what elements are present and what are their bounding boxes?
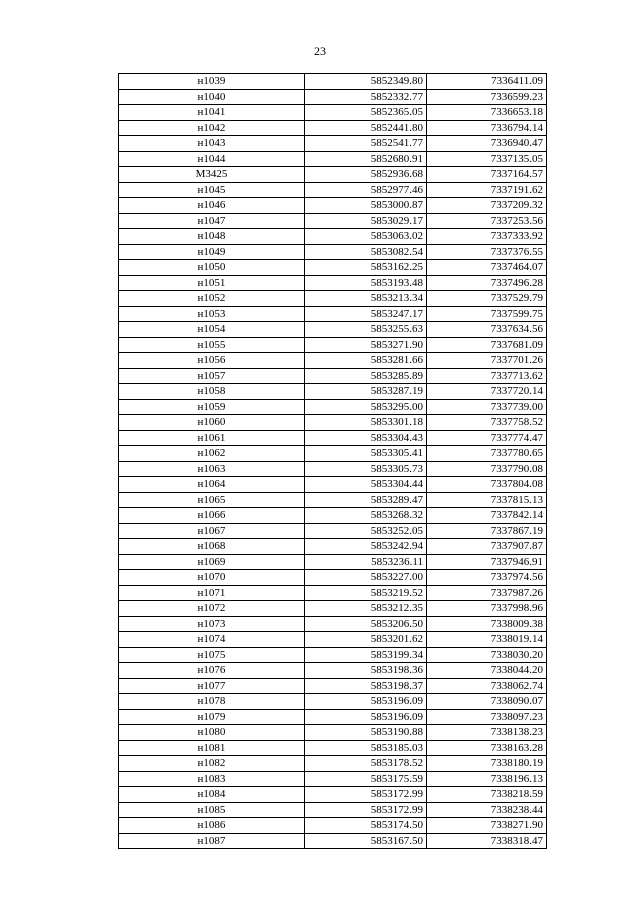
x-coordinate-cell: 5853029.17 bbox=[305, 213, 427, 229]
y-coordinate-cell: 7337209.32 bbox=[427, 198, 547, 214]
x-coordinate-cell: 5853190.88 bbox=[305, 725, 427, 741]
table-row bbox=[119, 492, 547, 508]
table-row bbox=[119, 260, 547, 276]
table-row bbox=[119, 136, 547, 152]
x-coordinate-cell: 5853206.50 bbox=[305, 616, 427, 632]
y-coordinate-cell: 7337135.05 bbox=[427, 151, 547, 167]
x-coordinate-cell: 5853227.00 bbox=[305, 570, 427, 586]
table-row bbox=[119, 291, 547, 307]
table-row bbox=[119, 151, 547, 167]
x-coordinate-cell: 5853201.62 bbox=[305, 632, 427, 648]
x-coordinate-cell: 5853185.03 bbox=[305, 740, 427, 756]
y-coordinate-cell: 7337842.14 bbox=[427, 508, 547, 524]
x-coordinate-cell: 5853281.66 bbox=[305, 353, 427, 369]
table-row bbox=[119, 570, 547, 586]
x-coordinate-cell: 5853236.11 bbox=[305, 554, 427, 570]
point-id-cell: н1040 bbox=[119, 89, 305, 105]
y-coordinate-cell: 7337867.19 bbox=[427, 523, 547, 539]
y-coordinate-cell: 7338163.28 bbox=[427, 740, 547, 756]
y-coordinate-cell: 7338138.23 bbox=[427, 725, 547, 741]
y-coordinate-cell: 7337496.28 bbox=[427, 275, 547, 291]
point-id-cell: н1059 bbox=[119, 399, 305, 415]
table-row bbox=[119, 601, 547, 617]
x-coordinate-cell: 5853301.18 bbox=[305, 415, 427, 431]
y-coordinate-cell: 7337599.75 bbox=[427, 306, 547, 322]
point-id-cell: н1064 bbox=[119, 477, 305, 493]
y-coordinate-cell: 7338062.74 bbox=[427, 678, 547, 694]
x-coordinate-cell: 5852365.05 bbox=[305, 105, 427, 121]
x-coordinate-cell: 5853196.09 bbox=[305, 694, 427, 710]
table-row bbox=[119, 678, 547, 694]
table-row bbox=[119, 554, 547, 570]
x-coordinate-cell: 5853289.47 bbox=[305, 492, 427, 508]
point-id-cell: н1079 bbox=[119, 709, 305, 725]
x-coordinate-cell: 5853193.48 bbox=[305, 275, 427, 291]
table-row bbox=[119, 74, 547, 90]
table-row bbox=[119, 275, 547, 291]
table-row bbox=[119, 461, 547, 477]
point-id-cell: н1069 bbox=[119, 554, 305, 570]
y-coordinate-cell: 7336653.18 bbox=[427, 105, 547, 121]
x-coordinate-cell: 5853252.05 bbox=[305, 523, 427, 539]
x-coordinate-cell: 5853242.94 bbox=[305, 539, 427, 555]
y-coordinate-cell: 7338318.47 bbox=[427, 833, 547, 849]
point-id-cell: н1060 bbox=[119, 415, 305, 431]
point-id-cell: н1076 bbox=[119, 663, 305, 679]
table-row bbox=[119, 694, 547, 710]
table-row bbox=[119, 539, 547, 555]
x-coordinate-cell: 5853178.52 bbox=[305, 756, 427, 772]
y-coordinate-cell: 7337376.55 bbox=[427, 244, 547, 260]
table-row bbox=[119, 198, 547, 214]
x-coordinate-cell: 5852936.68 bbox=[305, 167, 427, 183]
table-row bbox=[119, 523, 547, 539]
y-coordinate-cell: 7337946.91 bbox=[427, 554, 547, 570]
y-coordinate-cell: 7337790.08 bbox=[427, 461, 547, 477]
y-coordinate-cell: 7337191.62 bbox=[427, 182, 547, 198]
point-id-cell: М3425 bbox=[119, 167, 305, 183]
point-id-cell: н1082 bbox=[119, 756, 305, 772]
y-coordinate-cell: 7337739.00 bbox=[427, 399, 547, 415]
table-row bbox=[119, 756, 547, 772]
x-coordinate-cell: 5853247.17 bbox=[305, 306, 427, 322]
table-row bbox=[119, 818, 547, 834]
x-coordinate-cell: 5852332.77 bbox=[305, 89, 427, 105]
x-coordinate-cell: 5852441.80 bbox=[305, 120, 427, 136]
point-id-cell: н1053 bbox=[119, 306, 305, 322]
x-coordinate-cell: 5853198.37 bbox=[305, 678, 427, 694]
point-id-cell: н1041 bbox=[119, 105, 305, 121]
x-coordinate-cell: 5852680.91 bbox=[305, 151, 427, 167]
point-id-cell: н1047 bbox=[119, 213, 305, 229]
y-coordinate-cell: 7337701.26 bbox=[427, 353, 547, 369]
point-id-cell: н1081 bbox=[119, 740, 305, 756]
table-row bbox=[119, 182, 547, 198]
x-coordinate-cell: 5853305.41 bbox=[305, 446, 427, 462]
x-coordinate-cell: 5853174.50 bbox=[305, 818, 427, 834]
point-id-cell: н1046 bbox=[119, 198, 305, 214]
point-id-cell: н1084 bbox=[119, 787, 305, 803]
y-coordinate-cell: 7337333.92 bbox=[427, 229, 547, 245]
table-row bbox=[119, 663, 547, 679]
table-row bbox=[119, 167, 547, 183]
x-coordinate-cell: 5853175.59 bbox=[305, 771, 427, 787]
table-row bbox=[119, 802, 547, 818]
x-coordinate-cell: 5853295.00 bbox=[305, 399, 427, 415]
table-row bbox=[119, 740, 547, 756]
point-id-cell: н1070 bbox=[119, 570, 305, 586]
x-coordinate-cell: 5853212.35 bbox=[305, 601, 427, 617]
table-row bbox=[119, 508, 547, 524]
table-row bbox=[119, 477, 547, 493]
x-coordinate-cell: 5852977.46 bbox=[305, 182, 427, 198]
x-coordinate-cell: 5853172.99 bbox=[305, 787, 427, 803]
x-coordinate-cell: 5853268.32 bbox=[305, 508, 427, 524]
table-row bbox=[119, 415, 547, 431]
y-coordinate-cell: 7337804.08 bbox=[427, 477, 547, 493]
x-coordinate-cell: 5853285.89 bbox=[305, 368, 427, 384]
point-id-cell: н1044 bbox=[119, 151, 305, 167]
y-coordinate-cell: 7337998.96 bbox=[427, 601, 547, 617]
y-coordinate-cell: 7337815.13 bbox=[427, 492, 547, 508]
x-coordinate-cell: 5853162.25 bbox=[305, 260, 427, 276]
point-id-cell: н1066 bbox=[119, 508, 305, 524]
x-coordinate-cell: 5853199.34 bbox=[305, 647, 427, 663]
x-coordinate-cell: 5853255.63 bbox=[305, 322, 427, 338]
point-id-cell: н1077 bbox=[119, 678, 305, 694]
x-coordinate-cell: 5853304.44 bbox=[305, 477, 427, 493]
point-id-cell: н1086 bbox=[119, 818, 305, 834]
table-row bbox=[119, 322, 547, 338]
point-id-cell: н1039 bbox=[119, 74, 305, 90]
point-id-cell: н1068 bbox=[119, 539, 305, 555]
point-id-cell: н1065 bbox=[119, 492, 305, 508]
coordinates-table-body bbox=[119, 74, 547, 849]
x-coordinate-cell: 5853198.36 bbox=[305, 663, 427, 679]
table-row bbox=[119, 787, 547, 803]
table-row bbox=[119, 337, 547, 353]
table-row bbox=[119, 306, 547, 322]
table-row bbox=[119, 430, 547, 446]
y-coordinate-cell: 7336940.47 bbox=[427, 136, 547, 152]
point-id-cell: н1048 bbox=[119, 229, 305, 245]
y-coordinate-cell: 7338019.14 bbox=[427, 632, 547, 648]
y-coordinate-cell: 7337464.07 bbox=[427, 260, 547, 276]
table-row bbox=[119, 384, 547, 400]
y-coordinate-cell: 7338097.23 bbox=[427, 709, 547, 725]
x-coordinate-cell: 5853271.90 bbox=[305, 337, 427, 353]
x-coordinate-cell: 5853287.19 bbox=[305, 384, 427, 400]
table-row bbox=[119, 105, 547, 121]
point-id-cell: н1045 bbox=[119, 182, 305, 198]
x-coordinate-cell: 5853172.99 bbox=[305, 802, 427, 818]
y-coordinate-cell: 7336411.09 bbox=[427, 74, 547, 90]
y-coordinate-cell: 7337720.14 bbox=[427, 384, 547, 400]
y-coordinate-cell: 7336599.23 bbox=[427, 89, 547, 105]
point-id-cell: н1063 bbox=[119, 461, 305, 477]
coordinates-table bbox=[118, 73, 547, 849]
x-coordinate-cell: 5853082.54 bbox=[305, 244, 427, 260]
table-row bbox=[119, 368, 547, 384]
table-row bbox=[119, 833, 547, 849]
table-row bbox=[119, 647, 547, 663]
page-number: 23 bbox=[314, 44, 326, 58]
point-id-cell: н1043 bbox=[119, 136, 305, 152]
table-row bbox=[119, 229, 547, 245]
point-id-cell: н1074 bbox=[119, 632, 305, 648]
point-id-cell: н1083 bbox=[119, 771, 305, 787]
y-coordinate-cell: 7337253.56 bbox=[427, 213, 547, 229]
table-row bbox=[119, 353, 547, 369]
y-coordinate-cell: 7337713.62 bbox=[427, 368, 547, 384]
point-id-cell: н1054 bbox=[119, 322, 305, 338]
y-coordinate-cell: 7338271.90 bbox=[427, 818, 547, 834]
point-id-cell: н1050 bbox=[119, 260, 305, 276]
x-coordinate-cell: 5853063.02 bbox=[305, 229, 427, 245]
point-id-cell: н1085 bbox=[119, 802, 305, 818]
x-coordinate-cell: 5853219.52 bbox=[305, 585, 427, 601]
y-coordinate-cell: 7338009.38 bbox=[427, 616, 547, 632]
y-coordinate-cell: 7337529.79 bbox=[427, 291, 547, 307]
table-row bbox=[119, 709, 547, 725]
table-row bbox=[119, 585, 547, 601]
point-id-cell: н1062 bbox=[119, 446, 305, 462]
point-id-cell: н1055 bbox=[119, 337, 305, 353]
table-row bbox=[119, 771, 547, 787]
y-coordinate-cell: 7336794.14 bbox=[427, 120, 547, 136]
point-id-cell: н1087 bbox=[119, 833, 305, 849]
table-row bbox=[119, 89, 547, 105]
y-coordinate-cell: 7337164.57 bbox=[427, 167, 547, 183]
x-coordinate-cell: 5853213.34 bbox=[305, 291, 427, 307]
point-id-cell: н1072 bbox=[119, 601, 305, 617]
y-coordinate-cell: 7338090.07 bbox=[427, 694, 547, 710]
y-coordinate-cell: 7337987.26 bbox=[427, 585, 547, 601]
point-id-cell: н1058 bbox=[119, 384, 305, 400]
table-row bbox=[119, 725, 547, 741]
y-coordinate-cell: 7337774.47 bbox=[427, 430, 547, 446]
x-coordinate-cell: 5853167.50 bbox=[305, 833, 427, 849]
y-coordinate-cell: 7338180.19 bbox=[427, 756, 547, 772]
point-id-cell: н1075 bbox=[119, 647, 305, 663]
y-coordinate-cell: 7337780.65 bbox=[427, 446, 547, 462]
point-id-cell: н1057 bbox=[119, 368, 305, 384]
table-row bbox=[119, 632, 547, 648]
table-row bbox=[119, 399, 547, 415]
point-id-cell: н1078 bbox=[119, 694, 305, 710]
x-coordinate-cell: 5853305.73 bbox=[305, 461, 427, 477]
x-coordinate-cell: 5853000.87 bbox=[305, 198, 427, 214]
point-id-cell: н1073 bbox=[119, 616, 305, 632]
point-id-cell: н1042 bbox=[119, 120, 305, 136]
x-coordinate-cell: 5852349.80 bbox=[305, 74, 427, 90]
point-id-cell: н1052 bbox=[119, 291, 305, 307]
table-row bbox=[119, 213, 547, 229]
table-row bbox=[119, 120, 547, 136]
y-coordinate-cell: 7337634.56 bbox=[427, 322, 547, 338]
point-id-cell: н1049 bbox=[119, 244, 305, 260]
point-id-cell: н1061 bbox=[119, 430, 305, 446]
y-coordinate-cell: 7337758.52 bbox=[427, 415, 547, 431]
x-coordinate-cell: 5853196.09 bbox=[305, 709, 427, 725]
y-coordinate-cell: 7337974.56 bbox=[427, 570, 547, 586]
point-id-cell: н1051 bbox=[119, 275, 305, 291]
table-row bbox=[119, 244, 547, 260]
point-id-cell: н1067 bbox=[119, 523, 305, 539]
x-coordinate-cell: 5852541.77 bbox=[305, 136, 427, 152]
point-id-cell: н1071 bbox=[119, 585, 305, 601]
y-coordinate-cell: 7337681.09 bbox=[427, 337, 547, 353]
point-id-cell: н1056 bbox=[119, 353, 305, 369]
point-id-cell: н1080 bbox=[119, 725, 305, 741]
y-coordinate-cell: 7337907.87 bbox=[427, 539, 547, 555]
y-coordinate-cell: 7338044.20 bbox=[427, 663, 547, 679]
y-coordinate-cell: 7338196.13 bbox=[427, 771, 547, 787]
y-coordinate-cell: 7338030.20 bbox=[427, 647, 547, 663]
y-coordinate-cell: 7338218.59 bbox=[427, 787, 547, 803]
table-row bbox=[119, 446, 547, 462]
y-coordinate-cell: 7338238.44 bbox=[427, 802, 547, 818]
table-row bbox=[119, 616, 547, 632]
x-coordinate-cell: 5853304.43 bbox=[305, 430, 427, 446]
